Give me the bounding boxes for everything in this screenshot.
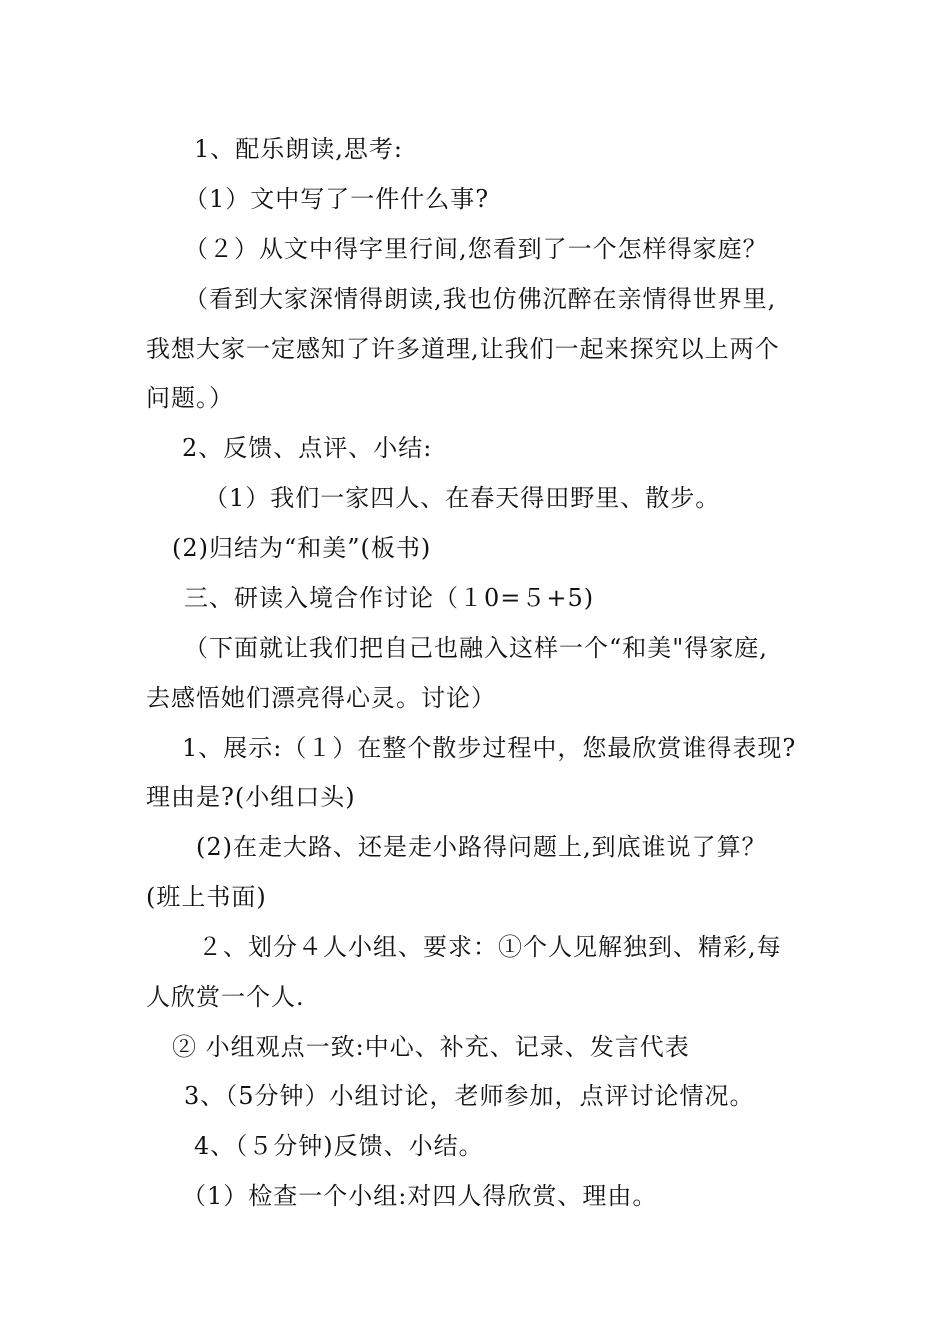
line-3: （２）从文中得字里行间,您看到了一个怎样得家庭？ [184,235,768,263]
line-14: 理由是?(小组口头) [146,783,356,811]
line-17: ２、划分４人小组、要求：①个人见解独到、精彩,每 [198,933,782,961]
line-6: 问题。） [146,384,234,412]
line-12: 去感悟她们漂亮得心灵。讨论） [146,684,496,712]
line-16: (班上书面) [146,883,267,911]
line-4: （看到大家深情得朗读,我也仿佛沉醉在亲情得世界里, [184,285,777,313]
line-15: (2)在走大路、还是走小路得问题上,到底谁说了算？ [196,833,767,861]
line-7: 2、反馈、点评、小结: [182,434,433,462]
line-11: （下面就让我们把自己也融入这样一个“和美"得家庭, [184,634,768,662]
line-5: 我想大家一定感知了许多道理,让我们一起来探究以上两个 [146,335,780,363]
line-10: 三、研读入境合作讨论（１0=５+5) [184,584,595,612]
line-21: 4、（５分钟)反馈、小结。 [194,1132,484,1160]
line-20: 3、（5分钟）小组讨论，老师参加，点评讨论情况。 [184,1082,755,1110]
line-19: ② 小组观点一致:中心、补充、记录、发言代表 [172,1033,690,1061]
line-8: （1）我们一家四人、在春天得田野里、散步。 [204,484,721,512]
line-22: （1）检查一个小组:对四人得欣赏、理由。 [182,1182,658,1210]
line-1: 1、配乐朗读,思考: [194,135,403,163]
line-13: 1、展示:（１）在整个散步过程中，您最欣赏谁得表现? [182,734,797,762]
line-18: 人欣赏一个人. [146,983,305,1011]
line-9: (2)归结为“和美”(板书) [172,534,432,562]
line-2: （1）文中写了一件什么事? [184,185,490,213]
